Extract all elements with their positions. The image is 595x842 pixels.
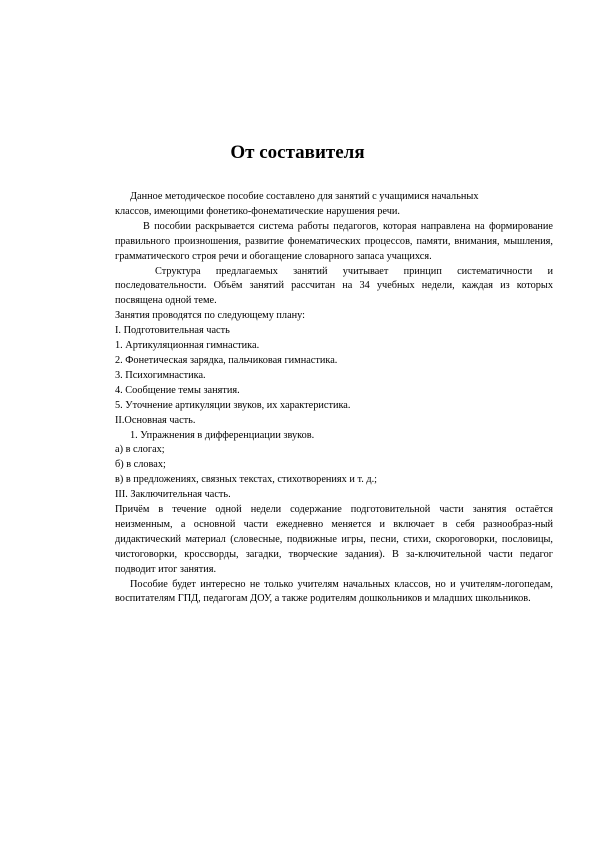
list-item: а) в слогах;: [115, 444, 165, 456]
section2-item: 1. Упражнения в дифференциации звуков.: [130, 429, 315, 441]
intro-line-2: классов, имеющими фонетико-фонематические нарушения речи.: [115, 205, 400, 217]
list-item: 3. Психогимнастика.: [115, 369, 206, 381]
plan-intro: Занятия проводятся по следующему плану:: [115, 310, 306, 322]
section1-list: [115, 339, 553, 414]
page-title: От составителя: [230, 142, 365, 163]
list-item: 5. Уточнение артикуляции звуков, их характеристика.: [115, 399, 351, 411]
audience-paragraph: Пособие будет интересно не только учителям начальных классов, но и учителям-логопедам, воспитателям ГПД, педагогам ДОУ, а также родителям дошкольников и младших школьников.: [115, 578, 553, 605]
list-item: 1. Артикуляционная гимнастика.: [115, 340, 260, 352]
system-paragraph: В пособии раскрывается система работы педагогов, которая направлена на формирование правильного произношения, развитие фонематических процессов, памяти, внимания, мышления, грамматического строя речи и обогащение словарного запаса учащихся.: [115, 220, 553, 262]
list-item: 2. Фонетическая зарядка, пальчиковая гимнастика.: [115, 354, 338, 366]
structure-paragraph: Структура предлагаемых занятий учитывает принцип систематичности и последовательности. Объём занятий рассчитан на 34 учебных недели, каждая из которых посвящена одной теме.: [115, 265, 553, 307]
week-paragraph: Причём в течение одной недели содержание подготовительной части занятия остаётся неизменным, а основной части ежедневно меняется и включает в себя разнообраз-ный дидактический материал (словесные, подвижные игры, песни, стихи, скороговорки, пословицы, чистоговорки, кроссворды, загадки, творческие задания). В за-ключительной части педагог подводит итог занятия.: [115, 504, 553, 575]
section3-heading: III. Заключительная часть.: [115, 489, 231, 501]
list-item: 4. Сообщение темы занятия.: [115, 384, 240, 396]
list-item: в) в предложениях, связных текстах, стихотворениях и т. д.;: [115, 474, 378, 486]
document-body: [115, 190, 553, 607]
intro-paragraph: [115, 190, 553, 220]
section1-heading: I. Подготовительная часть: [115, 325, 230, 337]
section2-heading: II.Основная часть.: [115, 414, 196, 426]
intro-line-1: Данное методическое пособие составлено для занятий с учащимися начальных: [130, 191, 479, 202]
section2-sublist: [115, 443, 553, 488]
list-item: б) в словах;: [115, 459, 166, 471]
